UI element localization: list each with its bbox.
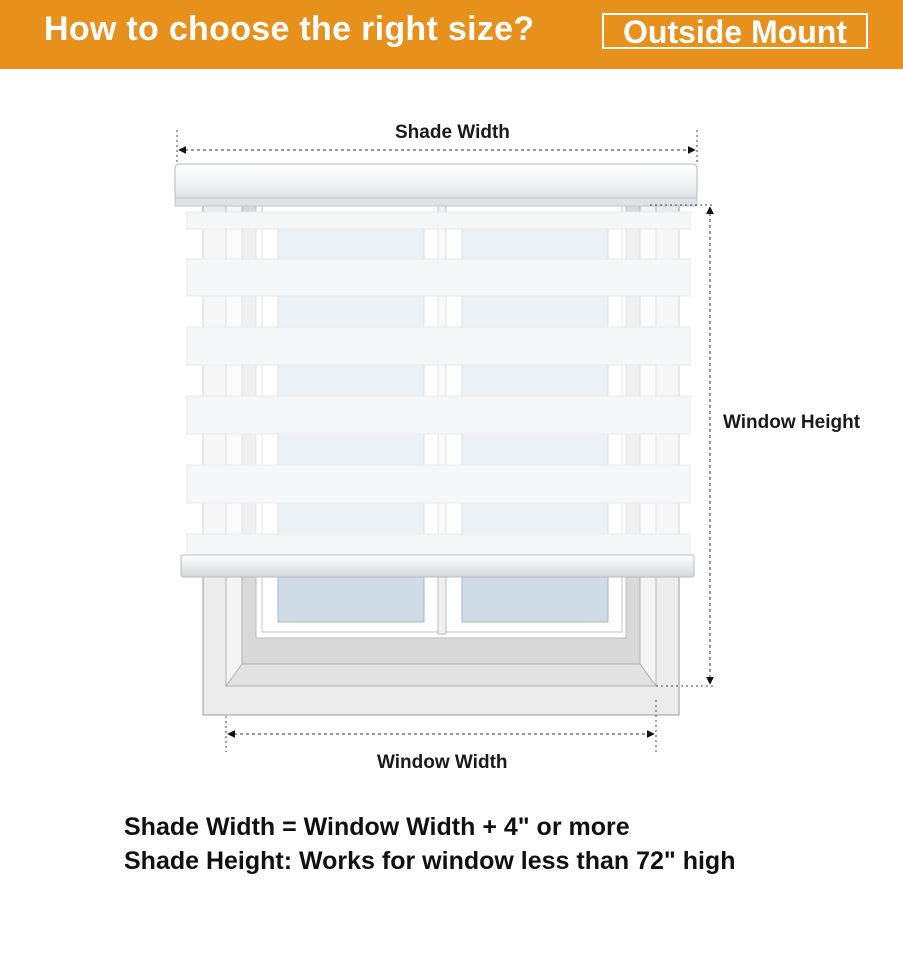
headrail	[175, 164, 697, 206]
mount-type-badge: Outside Mount	[602, 13, 868, 49]
shade-width-rule: Shade Width = Window Width + 4" or more	[124, 813, 630, 841]
page-title: How to choose the right size?	[44, 10, 535, 48]
window-width-label: Window Width	[377, 752, 508, 773]
sizing-notes	[124, 810, 735, 878]
window-height-label: Window Height	[723, 412, 861, 433]
shade-height-rule: Shade Height: Works for window less than 72" high	[124, 847, 736, 875]
blind-diagram	[0, 69, 903, 809]
bottom-rail	[181, 555, 694, 577]
header-banner	[0, 0, 903, 69]
shade-width-label: Shade Width	[395, 122, 510, 143]
